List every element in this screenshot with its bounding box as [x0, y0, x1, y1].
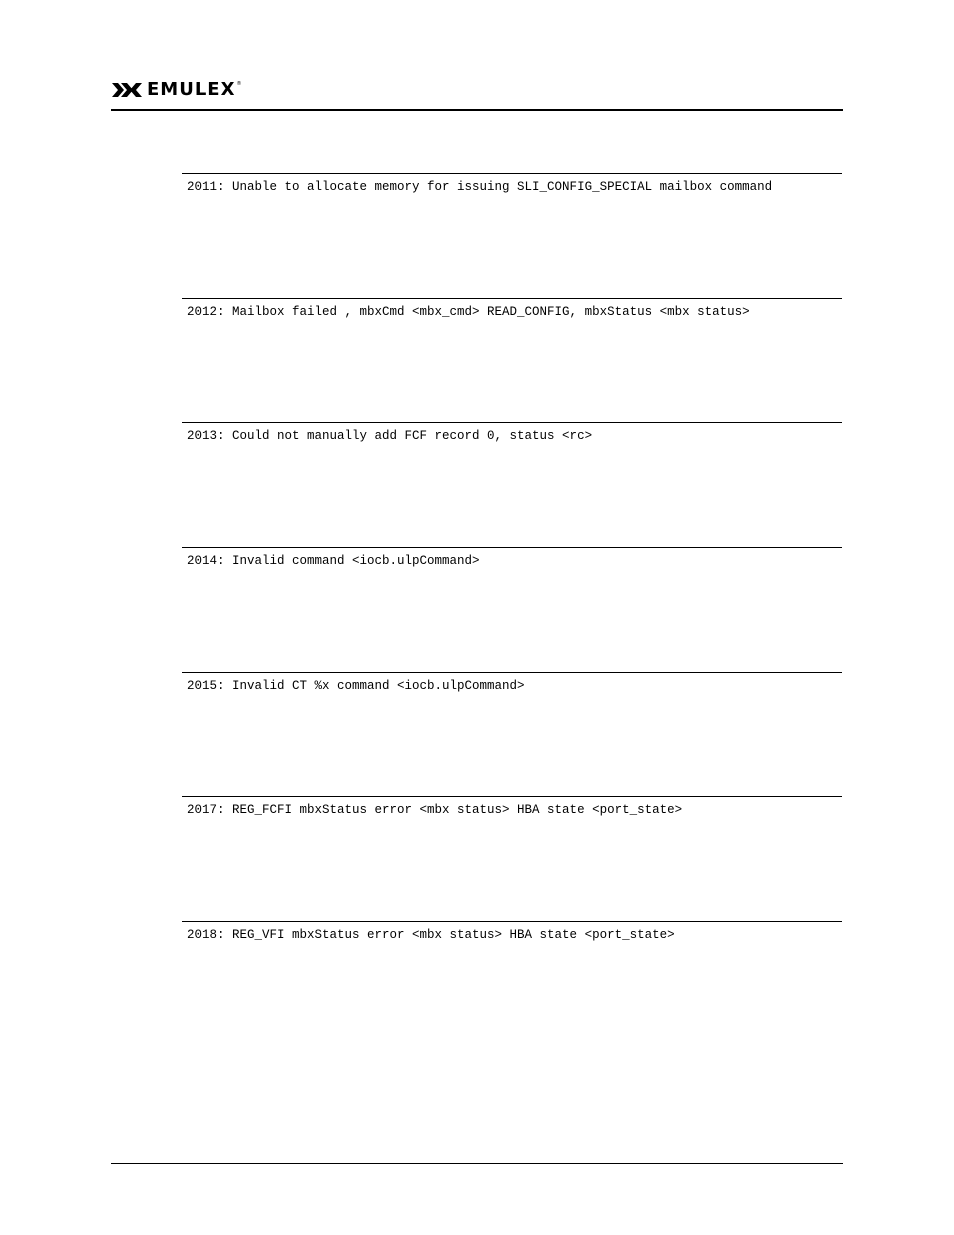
- message-entry: [182, 173, 842, 298]
- message-text: 2011: Unable to allocate memory for issuing SLI_CONFIG_SPECIAL mailbox command: [187, 180, 773, 194]
- footer-divider: [111, 1163, 843, 1164]
- message-text: 2014: Invalid command <iocb.ulpCommand>: [187, 554, 480, 569]
- message-text: 2013: Could not manually add FCF record 0, status <rc>: [187, 429, 593, 444]
- message-entry: [182, 422, 842, 547]
- message-entry: [182, 921, 842, 1046]
- message-entry: [182, 547, 842, 672]
- message-list: [182, 173, 842, 1046]
- message-text: 2017: REG_FCFI mbxStatus error <mbx status> HBA state <port_state>: [187, 803, 683, 818]
- page-header: [111, 76, 843, 111]
- emulex-logo: [111, 81, 241, 99]
- logo-text: EMULEX: [147, 79, 236, 100]
- message-text: 2012: Mailbox failed , mbxCmd <mbx_cmd> READ_CONFIG, mbxStatus <mbx status>: [187, 304, 750, 319]
- message-entry: [182, 796, 842, 921]
- message-entry: [182, 672, 842, 797]
- emulex-mark-icon: [111, 81, 143, 99]
- trademark-symbol: ®: [236, 81, 242, 87]
- message-text: 2015: Invalid CT %x command <iocb.ulpCommand>: [187, 678, 525, 693]
- message-entry: [182, 298, 842, 423]
- message-text: 2018: REG_VFI mbxStatus error <mbx status> HBA state <port_state>: [187, 928, 675, 943]
